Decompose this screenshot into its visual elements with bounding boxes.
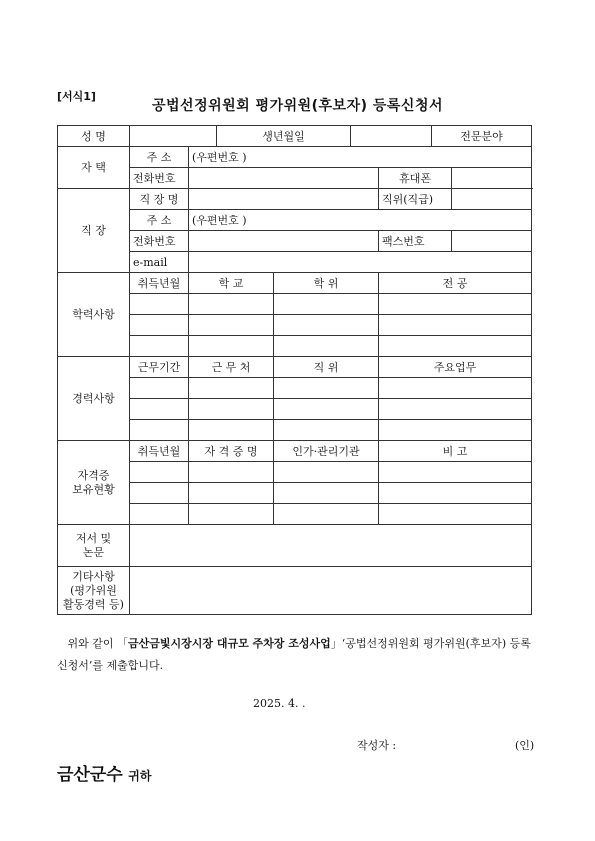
career-row[interactable] <box>58 378 532 399</box>
position-label: 직위(직급) <box>379 189 452 210</box>
home-phone-field[interactable] <box>189 168 379 189</box>
papers-field[interactable] <box>130 525 532 567</box>
papers-label <box>58 525 130 567</box>
career-header: 직 위 <box>274 357 379 378</box>
email-label: e-mail <box>130 252 189 273</box>
other-label-line1: 기타사항 <box>72 569 115 583</box>
education-row[interactable] <box>58 315 532 336</box>
education-header: 취득년월 <box>130 273 189 294</box>
home-label: 자 택 <box>58 147 130 189</box>
home-address-label: 주 소 <box>130 147 189 168</box>
statement-prefix: 위와 같이 「 <box>67 637 128 650</box>
education-row[interactable] <box>58 336 532 357</box>
submission-date: 2025. 4. . <box>253 697 306 710</box>
statement <box>57 633 537 677</box>
birth-label: 생년월일 <box>217 126 351 147</box>
writer-label: 작성자 : <box>357 739 397 752</box>
email-field[interactable] <box>189 252 532 273</box>
statement-suffix: 」‘공법선정위원회 평가위원(후보자) 등록신청서’를 제출합니다. <box>57 637 531 672</box>
addressee <box>57 760 151 785</box>
work-address-field[interactable]: (우편번호 ) <box>189 210 532 231</box>
work-phone-label: 전화번호 <box>130 231 189 252</box>
mobile-field[interactable] <box>452 168 532 189</box>
addressee-honorific: 귀하 <box>128 769 152 783</box>
license-header: 취득년월 <box>130 441 189 462</box>
other-field[interactable] <box>130 567 532 615</box>
work-phone-field[interactable] <box>189 231 379 252</box>
career-label: 경력사항 <box>58 357 130 441</box>
education-row[interactable] <box>58 294 532 315</box>
birth-field[interactable] <box>351 126 432 147</box>
home-address-field[interactable]: (우편번호 ) <box>189 147 532 168</box>
career-header: 주요업무 <box>379 357 532 378</box>
home-phone-label: 전화번호 <box>130 168 189 189</box>
position-field[interactable] <box>452 189 532 210</box>
education-header: 학 교 <box>189 273 274 294</box>
license-header: 자 격 증 명 <box>189 441 274 462</box>
work-label: 직 장 <box>58 189 130 273</box>
license-label <box>58 441 130 525</box>
form-number-label: [서식1] <box>57 90 96 103</box>
education-header: 전 공 <box>379 273 532 294</box>
fax-label: 팩스번호 <box>379 231 452 252</box>
mobile-label: 휴대폰 <box>379 168 452 189</box>
name-label: 성 명 <box>58 126 130 147</box>
other-label-line2: (평가위원 <box>70 583 117 597</box>
career-header: 근무기간 <box>130 357 189 378</box>
license-header: 인가·관리기관 <box>274 441 379 462</box>
education-label: 학력사항 <box>58 273 130 357</box>
seal-mark: (인) <box>515 739 535 752</box>
license-row[interactable] <box>58 504 532 525</box>
document-title: 공법선정위원회 평가위원(후보자) 등록신청서 <box>152 98 443 114</box>
addressee-name: 금산군수 <box>57 765 123 785</box>
name-field[interactable] <box>130 126 217 147</box>
company-label: 직 장 명 <box>130 189 189 210</box>
license-label-line2: 보유현황 <box>72 482 115 496</box>
license-row[interactable] <box>58 483 532 504</box>
license-row[interactable] <box>58 462 532 483</box>
work-address-label: 주 소 <box>130 210 189 231</box>
project-name: 금산금빛시장시장 대규모 주차장 조성사업 <box>128 637 331 650</box>
papers-label-line1: 저서 및 <box>75 531 112 545</box>
license-header: 비 고 <box>379 441 532 462</box>
career-row[interactable] <box>58 420 532 441</box>
company-field[interactable] <box>189 189 379 210</box>
fax-field[interactable] <box>452 231 532 252</box>
application-form-table <box>57 125 532 615</box>
license-label-line1: 자격증 <box>77 468 110 482</box>
specialty-label: 전문분야 <box>432 126 532 147</box>
education-header: 학 위 <box>274 273 379 294</box>
other-label <box>58 567 130 615</box>
career-header: 근 무 처 <box>189 357 274 378</box>
papers-label-line2: 논문 <box>82 545 105 559</box>
career-row[interactable] <box>58 399 532 420</box>
other-label-line3: 활동경력 등) <box>63 597 124 611</box>
